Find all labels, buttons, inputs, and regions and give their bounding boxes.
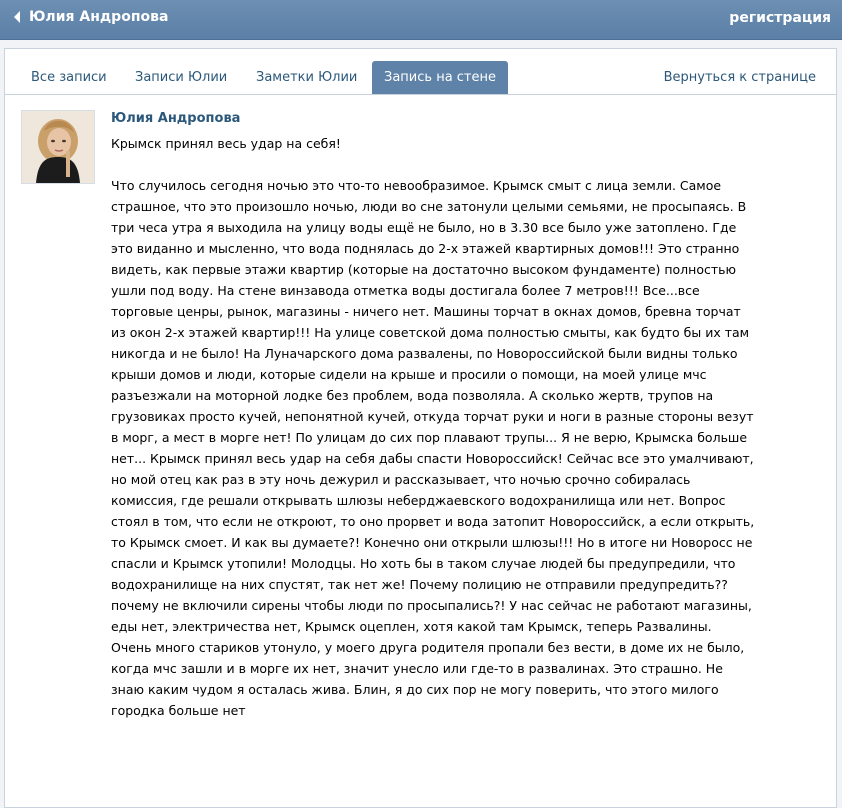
register-link[interactable]: регистрация	[729, 10, 831, 26]
tab-all-posts[interactable]: Все записи	[31, 70, 107, 85]
content-panel	[4, 48, 837, 808]
post-text: Крымск принял весь удар на себя! Что случилось сегодня ночью это что-то невообразимое. Крымск смыт с лица земли. Самое страшное, что это произошло ночью, люди во сне затонули целыми семьями, не просыпаясь. В три чеса утра я выходила на улицу воды ещё не было, но в 3.30 все было уже затоплено. Где это виданно и мысленно, что вода поднялась до 2-х этажей квартирных домов!!! Это странно видеть, как первые этажи квартир (которые на достаточно высоком фундаменте) полностью ушли под воду. На стене винзавода отметка воды достигала более 7 метров!!! Все...все торговые ценры, рынок, магазины - ничего нет. Машины торчат в окнах домов, бревна торчат из окон 2-х этажей квартир!!! На улице советской дома полностью смыты, как будто бы их там никогда и не было! На Луначарского дома развалены, по Новороссийской были видны только крыши домов и люди, которые сидели на крыше и просили о помощи, на моей улице мчс разъезжали на моторной лодке без проблем, вода позволяла. А сколько жертв, трупов на грузовиках просто кучей, непонятной кучей, откуда торчат руки и ноги в разные стороны везут в морг, а мест в морге нет! По улицам до сих пор плавают трупы... Я не верю, Крымска больше нет... Крымск принял весь удар на себя дабы спасти Новороссийск! Сейчас все это умалчивают, но мой отец как раз в эту ночь дежурил и рассказывает, что ночью срочно собиралась комиссия, где решали открывать шлюзы неберджаевского водохранилища или нет. Вопрос стоял в том, что если не откроют, то оно прорвет и вода затопит Новороссийск, а если открыть, то Крымск смоет. И как вы думаете?! Конечно они открыли шлюзы!!! Но в итоге ни Новоросс не спасли и Крымск утопили! Молодцы. Но хоть бы в таком случае людей бы предупредили, что водохранилище на них спустят, так нет же! Почему полицию не отправили предупредить?? почему не включили сирены чтобы люди по просыпались?! У нас сейчас не работают магазины, еды нет, электричества нет, Крымск оцеплен, хотя какой там Крымск, теперь Развалины. Очень много стариков утонуло, у моего друга родителя пропали без вести, в доме их не было, когда мчс зашли и в морге их нет, значит унесло или где-то в развалинах. Это страшно. Не знаю каким чудом я осталась жива. Блин, я до сих пор не могу поверить, что этого милого городка больше нет	[111, 136, 755, 718]
back-to-page-link[interactable]: Вернуться к странице	[663, 70, 816, 85]
tab-wall-post[interactable]: Запись на стене	[372, 61, 508, 94]
tab-bar	[5, 49, 836, 95]
top-navigation-bar	[0, 0, 842, 40]
back-link[interactable]	[14, 9, 168, 25]
avatar-photo-image	[22, 111, 94, 183]
post-author-link[interactable]: Юлия Андропова	[111, 111, 241, 126]
back-arrow-icon	[14, 11, 20, 23]
back-link-label: Юлия Андропова	[29, 9, 169, 25]
tab-user-posts[interactable]: Записи Юлии	[135, 70, 228, 85]
tab-user-notes[interactable]: Заметки Юлии	[256, 70, 358, 85]
avatar[interactable]	[21, 110, 95, 184]
